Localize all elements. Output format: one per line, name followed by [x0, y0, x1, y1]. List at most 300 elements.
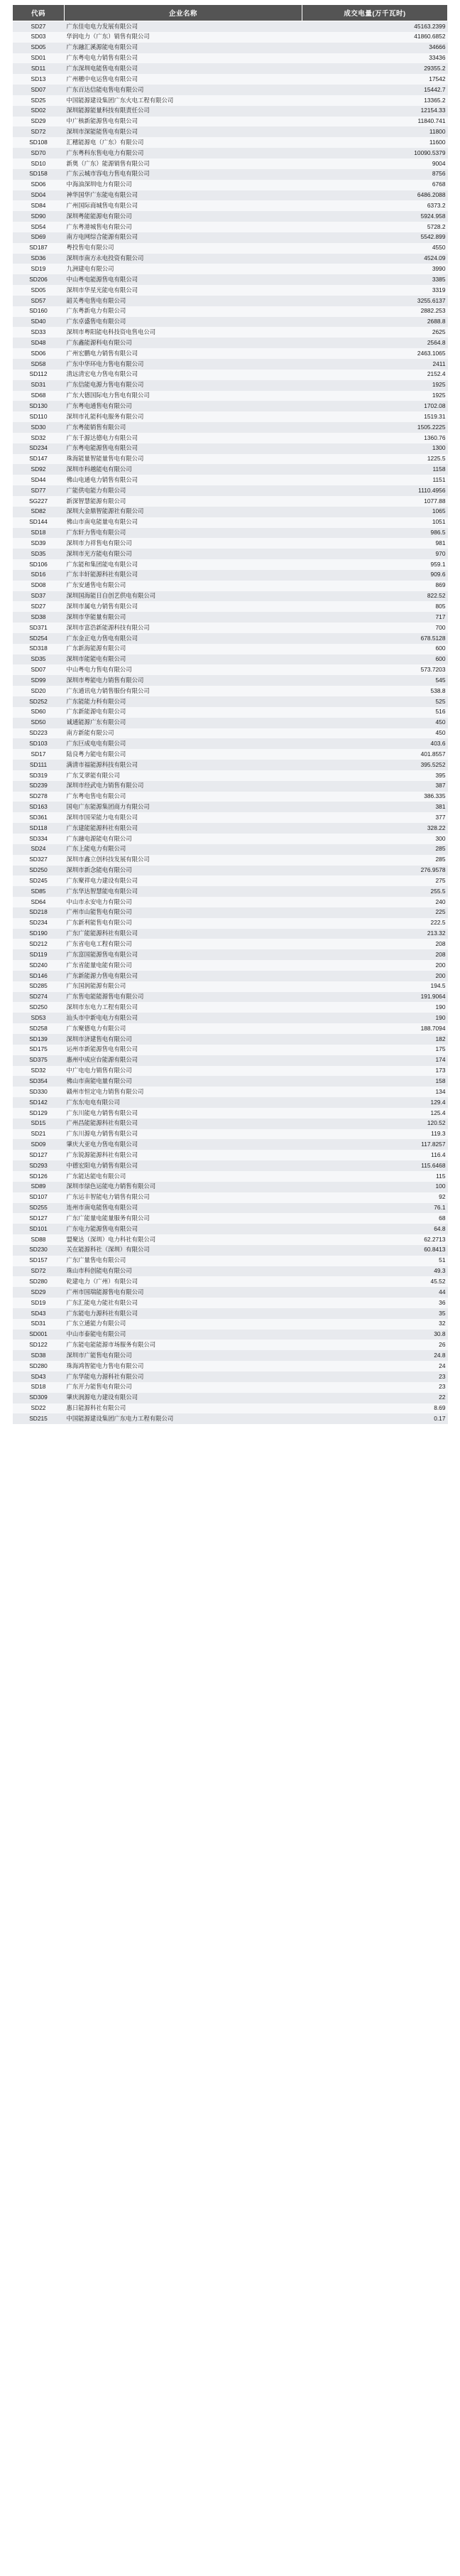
cell-enterprise-name: 广东上能电力有限公司: [65, 844, 302, 855]
cell-code: SD354: [13, 1076, 65, 1087]
cell-traded-electricity: 213.32: [302, 929, 448, 939]
cell-traded-electricity: 11800: [302, 126, 448, 137]
cell-enterprise-name: 广东融汇溪源能电有限公司: [65, 43, 302, 53]
cell-code: SD27: [13, 21, 65, 32]
cell-enterprise-name: 深圳市科越能电有限公司: [65, 464, 302, 475]
cell-code: SD129: [13, 1108, 65, 1119]
table-row: [13, 749, 448, 760]
cell-traded-electricity: 959.1: [302, 559, 448, 570]
cell-enterprise-name: 国电广东能源集团商力有限公司: [65, 802, 302, 812]
cell-code: SD24: [13, 844, 65, 855]
table-row: [13, 1403, 448, 1414]
cell-code: SD234: [13, 918, 65, 929]
cell-enterprise-name: 广东安通售电有限公司: [65, 581, 302, 591]
cell-enterprise-name: 中山粤电能源售电有限公司: [65, 274, 302, 285]
cell-traded-electricity: 175: [302, 1045, 448, 1055]
cell-enterprise-name: 佛山市南电能量电有限公司: [65, 517, 302, 528]
table-row: [13, 433, 448, 443]
cell-enterprise-name: 汇穗能源电（广东）有限公司: [65, 137, 302, 148]
cell-enterprise-name: 广东丰轩能源科社有限公司: [65, 570, 302, 581]
cell-traded-electricity: 24: [302, 1361, 448, 1371]
cell-code: SD319: [13, 770, 65, 781]
table-row: [13, 359, 448, 370]
cell-code: SD84: [13, 200, 65, 211]
cell-enterprise-name: 广东电力能源售电有限公司: [65, 1224, 302, 1234]
cell-traded-electricity: 538.8: [302, 686, 448, 696]
cell-enterprise-name: 深圳市深能能售电有限公司: [65, 126, 302, 137]
table-row: [13, 834, 448, 844]
cell-enterprise-name: 广东聚祥电力建设有限公司: [65, 875, 302, 886]
cell-enterprise-name: 广东华达智慧能电有限公司: [65, 886, 302, 897]
cell-code: SD31: [13, 380, 65, 391]
table-row: [13, 866, 448, 876]
cell-traded-electricity: 970: [302, 549, 448, 559]
table-row: [13, 675, 448, 686]
cell-enterprise-name: 广东粤电通售电有限公司: [65, 401, 302, 411]
cell-traded-electricity: 6486.2088: [302, 190, 448, 201]
table-row: [13, 875, 448, 886]
table-row: [13, 949, 448, 960]
cell-enterprise-name: 深圳市鑫立创科技发展有限公司: [65, 855, 302, 866]
cell-traded-electricity: 22: [302, 1393, 448, 1403]
table-row: [13, 1371, 448, 1382]
cell-code: SD29: [13, 117, 65, 127]
table-row: [13, 1129, 448, 1140]
cell-enterprise-name: 广东金正电力售电有限公司: [65, 633, 302, 644]
cell-code: SD68: [13, 391, 65, 402]
cell-traded-electricity: 516: [302, 707, 448, 718]
cell-enterprise-name: 广州市国瑞能源售电有限公司: [65, 1287, 302, 1298]
cell-enterprise-name: 广东新能源电有限公司: [65, 707, 302, 718]
cell-code: SD48: [13, 338, 65, 348]
cell-code: SD01: [13, 53, 65, 64]
cell-traded-electricity: 1225.5: [302, 454, 448, 465]
table-row: [13, 792, 448, 802]
cell-traded-electricity: 2411: [302, 359, 448, 370]
cell-code: SD285: [13, 981, 65, 992]
cell-enterprise-name: 深圳市富浩新能源科技有限公司: [65, 623, 302, 633]
cell-code: SD127: [13, 1150, 65, 1160]
table-row: [13, 1319, 448, 1330]
table-row: [13, 538, 448, 549]
cell-enterprise-name: 深圳市广能售电有限公司: [65, 1350, 302, 1361]
table-row: [13, 317, 448, 328]
cell-enterprise-name: 广东省电电工程有限公司: [65, 939, 302, 949]
table-row: [13, 1340, 448, 1350]
table-row: [13, 411, 448, 422]
cell-code: SD175: [13, 1045, 65, 1055]
cell-enterprise-name: 南方电网综合能源有限公司: [65, 232, 302, 243]
cell-traded-electricity: 222.5: [302, 918, 448, 929]
cell-traded-electricity: 717: [302, 612, 448, 623]
cell-code: SD107: [13, 1192, 65, 1203]
cell-code: SD280: [13, 1276, 65, 1287]
cell-enterprise-name: 广东能电能能源市场服务有限公司: [65, 1340, 302, 1350]
cell-traded-electricity: 23: [302, 1371, 448, 1382]
cell-code: SD03: [13, 32, 65, 43]
table-row: [13, 95, 448, 106]
cell-traded-electricity: 208: [302, 949, 448, 960]
table-row: [13, 1361, 448, 1371]
cell-traded-electricity: 573.7203: [302, 664, 448, 675]
cell-code: SD147: [13, 454, 65, 465]
cell-enterprise-name: 广东卓盛售电有限公司: [65, 317, 302, 328]
cell-enterprise-name: 广东轩力售电有限公司: [65, 528, 302, 539]
cell-code: SD69: [13, 232, 65, 243]
cell-traded-electricity: 2463.1065: [302, 348, 448, 359]
table-row: [13, 686, 448, 696]
table-row: [13, 507, 448, 517]
table-row: [13, 1055, 448, 1066]
cell-traded-electricity: 1051: [302, 517, 448, 528]
cell-enterprise-name: 深圳市力祥售电有限公司: [65, 538, 302, 549]
cell-traded-electricity: 76.1: [302, 1203, 448, 1214]
cell-traded-electricity: 190: [302, 1013, 448, 1023]
cell-enterprise-name: 中广核新能源售电有限公司: [65, 117, 302, 127]
cell-code: SD30: [13, 422, 65, 433]
cell-traded-electricity: 3385: [302, 274, 448, 285]
cell-enterprise-name: 广东富国能源售电有限公司: [65, 949, 302, 960]
cell-enterprise-name: 广东粤电售电有限公司: [65, 792, 302, 802]
cell-code: SD09: [13, 1139, 65, 1150]
table-row: [13, 960, 448, 971]
cell-code: SD88: [13, 1234, 65, 1245]
table-row: [13, 1234, 448, 1245]
cell-code: SD77: [13, 485, 65, 496]
table-row: [13, 612, 448, 623]
cell-code: SD144: [13, 517, 65, 528]
cell-enterprise-name: 深圳市华能量有限公司: [65, 612, 302, 623]
cell-enterprise-name: 深圳市济建售电有限公司: [65, 1034, 302, 1045]
cell-enterprise-name: 广东运丰智能电力销售有限公司: [65, 1192, 302, 1203]
cell-code: SD05: [13, 285, 65, 296]
table-row: [13, 1119, 448, 1129]
cell-enterprise-name: 广东佳电电力发展有限公司: [65, 21, 302, 32]
cell-code: SD15: [13, 1119, 65, 1129]
cell-code: SD19: [13, 1298, 65, 1308]
cell-enterprise-name: 广东广量售电有限公司: [65, 1256, 302, 1266]
cell-code: SD17: [13, 749, 65, 760]
table-row: [13, 1393, 448, 1403]
cell-traded-electricity: 1505.2225: [302, 422, 448, 433]
cell-enterprise-name: 广东艾翠能有限公司: [65, 770, 302, 781]
table-row: [13, 781, 448, 792]
cell-enterprise-name: 珠山市科创能电有限公司: [65, 1266, 302, 1277]
cell-enterprise-name: 深圳市东电力工程有限公司: [65, 1002, 302, 1013]
cell-enterprise-name: 广东售电能能源售电有限公司: [65, 992, 302, 1003]
cell-enterprise-name: 深圳粤能能源电有限公司: [65, 211, 302, 222]
cell-enterprise-name: 佛山电通电力销售有限公司: [65, 475, 302, 485]
table-row: [13, 43, 448, 53]
cell-code: SD11: [13, 63, 65, 74]
table-row: [13, 327, 448, 338]
cell-enterprise-name: 广东粤能销售有限公司: [65, 422, 302, 433]
cell-enterprise-name: 深圳市华星光能电有限公司: [65, 285, 302, 296]
table-row: [13, 1308, 448, 1319]
table-row: [13, 1266, 448, 1277]
cell-enterprise-name: 广东国润能源有限公司: [65, 981, 302, 992]
cell-traded-electricity: 6373.2: [302, 200, 448, 211]
table-row: [13, 1298, 448, 1308]
cell-traded-electricity: 115: [302, 1171, 448, 1182]
cell-enterprise-name: 九洲建电有限公司: [65, 264, 302, 274]
cell-enterprise-name: 广东能和集团能电有限公司: [65, 559, 302, 570]
cell-traded-electricity: 41860.6852: [302, 32, 448, 43]
cell-traded-electricity: 5728.2: [302, 222, 448, 232]
cell-code: SD278: [13, 792, 65, 802]
cell-enterprise-name: 清远清宏电力售电有限公司: [65, 370, 302, 380]
cell-code: SD334: [13, 834, 65, 844]
cell-enterprise-name: 广东粤电电力销售有限公司: [65, 53, 302, 64]
table-row: [13, 1076, 448, 1087]
cell-traded-electricity: 64.8: [302, 1224, 448, 1234]
table-row: [13, 338, 448, 348]
cell-traded-electricity: 60.8413: [302, 1245, 448, 1256]
cell-enterprise-name: 广州市山能售电有限公司: [65, 907, 302, 918]
cell-enterprise-name: 广东聚德电力有限公司: [65, 1023, 302, 1034]
table-row: [13, 1045, 448, 1055]
cell-enterprise-name: 广州国际商城售电有限公司: [65, 200, 302, 211]
cell-enterprise-name: 广能供电能力有限公司: [65, 485, 302, 496]
table-row: [13, 264, 448, 274]
cell-code: SD04: [13, 190, 65, 201]
cell-enterprise-name: 神华国华广东能电有限公司: [65, 190, 302, 201]
table-row: [13, 1203, 448, 1214]
table-row: [13, 443, 448, 454]
cell-code: SD54: [13, 222, 65, 232]
cell-enterprise-name: 深圳国海能日自创艺供电有限公司: [65, 591, 302, 602]
column-header-enterprise-name: 企业名称: [65, 5, 302, 21]
cell-code: SD89: [13, 1182, 65, 1192]
cell-code: SD39: [13, 538, 65, 549]
cell-traded-electricity: 1065: [302, 507, 448, 517]
table-row: [13, 1087, 448, 1097]
cell-enterprise-name: 广州宏鹏电力销售有限公司: [65, 348, 302, 359]
cell-traded-electricity: 158: [302, 1076, 448, 1087]
cell-code: SD111: [13, 760, 65, 770]
cell-code: SD212: [13, 939, 65, 949]
cell-traded-electricity: 5924.958: [302, 211, 448, 222]
cell-code: SD293: [13, 1160, 65, 1171]
cell-code: SD43: [13, 1308, 65, 1319]
cell-enterprise-name: 深圳市光方能电有限公司: [65, 549, 302, 559]
cell-traded-electricity: 869: [302, 581, 448, 591]
cell-code: SD163: [13, 802, 65, 812]
cell-enterprise-name: 深圳大金鼎智能源社有限公司: [65, 507, 302, 517]
table-row: [13, 1160, 448, 1171]
cell-traded-electricity: 387: [302, 781, 448, 792]
cell-traded-electricity: 275: [302, 875, 448, 886]
cell-traded-electricity: 11840.741: [302, 117, 448, 127]
cell-traded-electricity: 822.52: [302, 591, 448, 602]
table-row: [13, 485, 448, 496]
table-row: [13, 760, 448, 770]
cell-enterprise-name: 广州穗中电运售电有限公司: [65, 74, 302, 85]
cell-code: SD139: [13, 1034, 65, 1045]
table-row: [13, 454, 448, 465]
table-row: [13, 1097, 448, 1108]
cell-traded-electricity: 34666: [302, 43, 448, 53]
cell-traded-electricity: 11600: [302, 137, 448, 148]
cell-code: SD58: [13, 359, 65, 370]
cell-code: SD53: [13, 1013, 65, 1023]
cell-code: SD33: [13, 327, 65, 338]
cell-code: SD08: [13, 581, 65, 591]
cell-traded-electricity: 909.6: [302, 570, 448, 581]
cell-traded-electricity: 986.5: [302, 528, 448, 539]
cell-code: SD112: [13, 370, 65, 380]
cell-traded-electricity: 35: [302, 1308, 448, 1319]
cell-enterprise-name: 广东立通能力有限公司: [65, 1319, 302, 1330]
cell-traded-electricity: 120.52: [302, 1119, 448, 1129]
cell-enterprise-name: 广东东电电有限公司: [65, 1097, 302, 1108]
cell-traded-electricity: 62.2713: [302, 1234, 448, 1245]
cell-traded-electricity: 3255.6137: [302, 296, 448, 306]
cell-code: SD240: [13, 960, 65, 971]
cell-enterprise-name: 深圳市粤阳能电科技资电售电公司: [65, 327, 302, 338]
table-row: [13, 654, 448, 665]
cell-code: SD110: [13, 411, 65, 422]
cell-traded-electricity: 182: [302, 1034, 448, 1045]
cell-traded-electricity: 200: [302, 971, 448, 981]
cell-traded-electricity: 115.6468: [302, 1160, 448, 1171]
cell-enterprise-name: 新深智慧能源有限公司: [65, 496, 302, 507]
cell-traded-electricity: 2688.8: [302, 317, 448, 328]
cell-code: SD119: [13, 949, 65, 960]
cell-traded-electricity: 600: [302, 644, 448, 654]
table-row: [13, 1350, 448, 1361]
cell-traded-electricity: 100: [302, 1182, 448, 1192]
table-row: [13, 1066, 448, 1077]
table-row: [13, 770, 448, 781]
cell-code: SD318: [13, 644, 65, 654]
cell-enterprise-name: 佛山市南能电量有限公司: [65, 1076, 302, 1087]
table-row: [13, 718, 448, 728]
column-header-traded-electricity: 成交电量(万千瓦时): [302, 5, 448, 21]
cell-code: SD230: [13, 1245, 65, 1256]
cell-code: SD274: [13, 992, 65, 1003]
cell-code: SD06: [13, 348, 65, 359]
table-row: [13, 591, 448, 602]
cell-enterprise-name: 广东川能电力销售有限公司: [65, 1108, 302, 1119]
cell-enterprise-name: 广东新能源力售电有限公司: [65, 971, 302, 981]
cell-code: SD223: [13, 728, 65, 739]
enterprise-power-table: [12, 4, 448, 1424]
cell-traded-electricity: 3990: [302, 264, 448, 274]
cell-enterprise-name: 广东华能电力源科社有限公司: [65, 1371, 302, 1382]
cell-code: SD35: [13, 549, 65, 559]
table-row: [13, 158, 448, 169]
cell-enterprise-name: 中广电电力销售有限公司: [65, 1066, 302, 1077]
cell-traded-electricity: 26: [302, 1340, 448, 1350]
cell-traded-electricity: 450: [302, 728, 448, 739]
cell-traded-electricity: 10090.5379: [302, 148, 448, 158]
table-row: [13, 549, 448, 559]
cell-traded-electricity: 45.52: [302, 1276, 448, 1287]
cell-code: SD29: [13, 1287, 65, 1298]
cell-traded-electricity: 208: [302, 939, 448, 949]
table-row: [13, 664, 448, 675]
cell-traded-electricity: 173: [302, 1066, 448, 1077]
cell-traded-electricity: 2152.4: [302, 370, 448, 380]
cell-enterprise-name: 肇庆大亚电力售电有限公司: [65, 1139, 302, 1150]
cell-traded-electricity: 33436: [302, 53, 448, 64]
cell-code: SD118: [13, 823, 65, 834]
table-header: [13, 5, 448, 21]
cell-code: SD280: [13, 1361, 65, 1371]
cell-enterprise-name: 广东广能量电能量服务有限公司: [65, 1213, 302, 1224]
cell-enterprise-name: 广东省能量电能有限公司: [65, 960, 302, 971]
cell-traded-electricity: 191.9064: [302, 992, 448, 1003]
cell-code: SD60: [13, 707, 65, 718]
table-row: [13, 559, 448, 570]
table-row: [13, 907, 448, 918]
cell-traded-electricity: 15442.7: [302, 85, 448, 95]
table-row: [13, 74, 448, 85]
cell-enterprise-name: 深圳市经武电力销售有限公司: [65, 781, 302, 792]
cell-traded-electricity: 1151: [302, 475, 448, 485]
table-row: [13, 1108, 448, 1119]
cell-enterprise-name: 深圳市国荣能力电有限公司: [65, 812, 302, 823]
cell-traded-electricity: 6768: [302, 180, 448, 190]
table-row: [13, 180, 448, 190]
cell-code: SD92: [13, 464, 65, 475]
cell-code: SD103: [13, 738, 65, 749]
table-row: [13, 106, 448, 117]
cell-code: SD254: [13, 633, 65, 644]
cell-traded-electricity: 450: [302, 718, 448, 728]
cell-traded-electricity: 240: [302, 897, 448, 907]
table-row: [13, 623, 448, 633]
table-row: [13, 243, 448, 254]
table-row: [13, 117, 448, 127]
cell-enterprise-name: 惠州中成应台能源有限公司: [65, 1055, 302, 1066]
cell-enterprise-name: 广东千源达德电力有限公司: [65, 433, 302, 443]
table-row: [13, 992, 448, 1003]
cell-enterprise-name: 广东通讯电力销售服份有限公司: [65, 686, 302, 696]
cell-enterprise-name: 深圳能源能量科技有限责任公司: [65, 106, 302, 117]
table-row: [13, 1034, 448, 1045]
table-row: [13, 601, 448, 612]
cell-traded-electricity: 44: [302, 1287, 448, 1298]
table-row: [13, 401, 448, 411]
cell-code: SD142: [13, 1097, 65, 1108]
cell-traded-electricity: 200: [302, 960, 448, 971]
table-row: [13, 21, 448, 32]
table-row: [13, 1002, 448, 1013]
cell-traded-electricity: 188.7094: [302, 1023, 448, 1034]
cell-traded-electricity: 2625: [302, 327, 448, 338]
table-row: [13, 370, 448, 380]
table-row: [13, 707, 448, 718]
table-row: [13, 1330, 448, 1340]
cell-enterprise-name: 珠海能量智能量售电有限公司: [65, 454, 302, 465]
cell-traded-electricity: 805: [302, 601, 448, 612]
table-row: [13, 1287, 448, 1298]
cell-enterprise-name: 广东川源电力销售有限公司: [65, 1129, 302, 1140]
cell-enterprise-name: 盟聚达（深圳）电力科社有限公司: [65, 1234, 302, 1245]
cell-code: SD22: [13, 1403, 65, 1414]
cell-code: SD05: [13, 43, 65, 53]
table-row: [13, 570, 448, 581]
cell-enterprise-name: 连州市南电能售电有限公司: [65, 1203, 302, 1214]
cell-code: SD72: [13, 1266, 65, 1277]
table-row: [13, 581, 448, 591]
cell-traded-electricity: 119.3: [302, 1129, 448, 1140]
cell-enterprise-name: 中海油深圳电力有限公司: [65, 180, 302, 190]
cell-code: SD90: [13, 211, 65, 222]
cell-code: SD10: [13, 158, 65, 169]
